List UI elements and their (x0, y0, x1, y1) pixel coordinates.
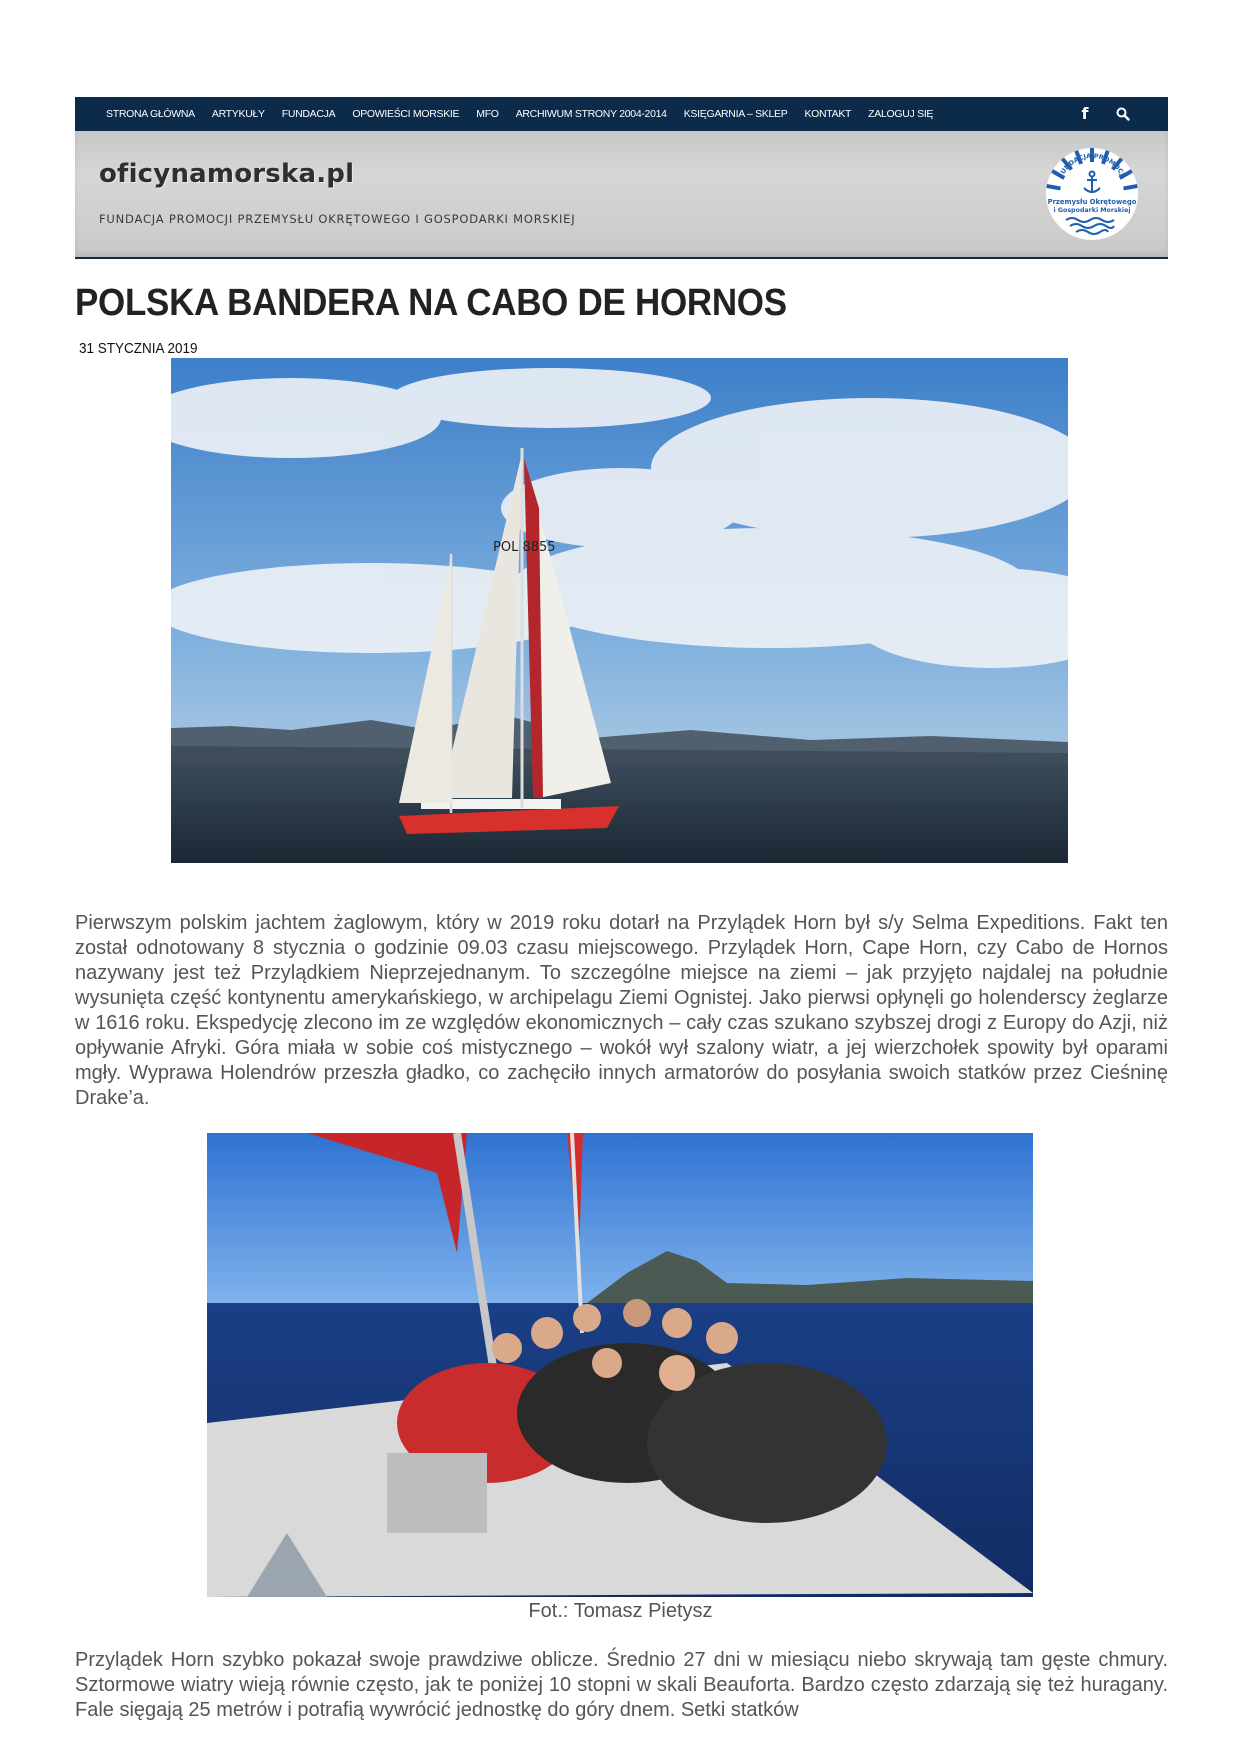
photo-caption: Fot.: Tomasz Pietysz (528, 1600, 713, 1622)
nav-item-contact[interactable]: KONTAKT (804, 108, 852, 120)
nav-item-articles[interactable]: ARTYKUŁY (211, 108, 265, 120)
search-icon[interactable] (1115, 106, 1131, 122)
nav-item-home[interactable]: STRONA GŁÓWNA (106, 108, 195, 120)
article-title: POLSKA BANDERA NA CABO DE HORNOS (75, 282, 787, 324)
yacht-photo (171, 358, 1068, 863)
nav-item-mfo[interactable]: MFO (476, 108, 499, 120)
logo-line-2: i Gospodarki Morskiej (1053, 207, 1131, 214)
nav-item-foundation[interactable]: FUNDACJA (281, 108, 336, 120)
facebook-icon[interactable]: f (1081, 104, 1089, 123)
top-navigation-bar (75, 97, 1168, 131)
article-paragraph-1: Pierwszym polskim jachtem żaglowym, który w 2019 roku dotarł na Przylądek Horn był s/y Selma Expeditions. Fakt ten został odnotowany 8 stycznia o godzinie 09.03 czasu miejscowego. Przylądek Horn, Cape Horn, czy Cabo de Hornos nazywany jest też Przylądkiem Nieprzejednanym. To szczególne miejsce na ziemi – jak przyjęto najdalej na południe wysunięta część kontynentu amerykańskiego, w archipelagu Ziemi Ognistej. Jako pierwsi opłynęli go holenderscy żeglarze w 1616 roku. Ekspedycję zlecono im ze względów ekonomicznych – cały czas szukano szybszej drogi z Europy do Azji, niż opływanie Afryki. Góra miała w sobie coś mistycznego – wokół wył szalony wiatr, a jej wierzchołek spowity był oparami mgły. Wyprawa Holendrów przeszła gładko, co zachęciło innych armatorów do posyłania swoich statków przez Cieśninę Drake’a. (75, 912, 1168, 1109)
site-name[interactable]: oficynamorska.pl (99, 159, 355, 189)
nav-item-login[interactable]: ZALOGUJ SIĘ (868, 108, 934, 120)
nav-item-bookshop[interactable]: KSIĘGARNIA – SKLEP (683, 108, 788, 120)
crew-photo (207, 1133, 1033, 1597)
nav-item-sea-stories[interactable]: OPOWIEŚCI MORSKIE (352, 108, 460, 120)
logo-arc-text: FUNDACJA PROMOCJI (1056, 151, 1128, 180)
article-paragraph-2: Przylądek Horn szybko pokazał swoje prawdziwe oblicze. Średnio 27 dni w miesiącu niebo skrywają tam gęste chmury. Sztormowe wiatry wieją równie często, jak te poniżej 10 stopni w skali Beauforta. Bardzo często zdarzają się też huragany. Fale sięgają 25 metrów i potrafią wywrócić jednostkę do góry dnem. Setki statków (75, 1649, 1168, 1721)
nav-menu (75, 97, 1168, 131)
banner-divider (75, 257, 1168, 259)
foundation-logo[interactable] (1044, 146, 1140, 242)
site-banner (75, 131, 1168, 257)
nav-item-archive[interactable]: ARCHIWUM STRONY 2004-2014 (515, 108, 667, 120)
article-date: 31 STYCZNIA 2019 (79, 340, 198, 357)
logo-line-1: Przemysłu Okrętowego (1047, 198, 1137, 206)
site-tagline: FUNDACJA PROMOCJI PRZEMYSŁU OKRĘTOWEGO I GOSPODARKI MORSKIEJ (99, 212, 576, 226)
sail-number: POL 8855 (493, 540, 556, 555)
